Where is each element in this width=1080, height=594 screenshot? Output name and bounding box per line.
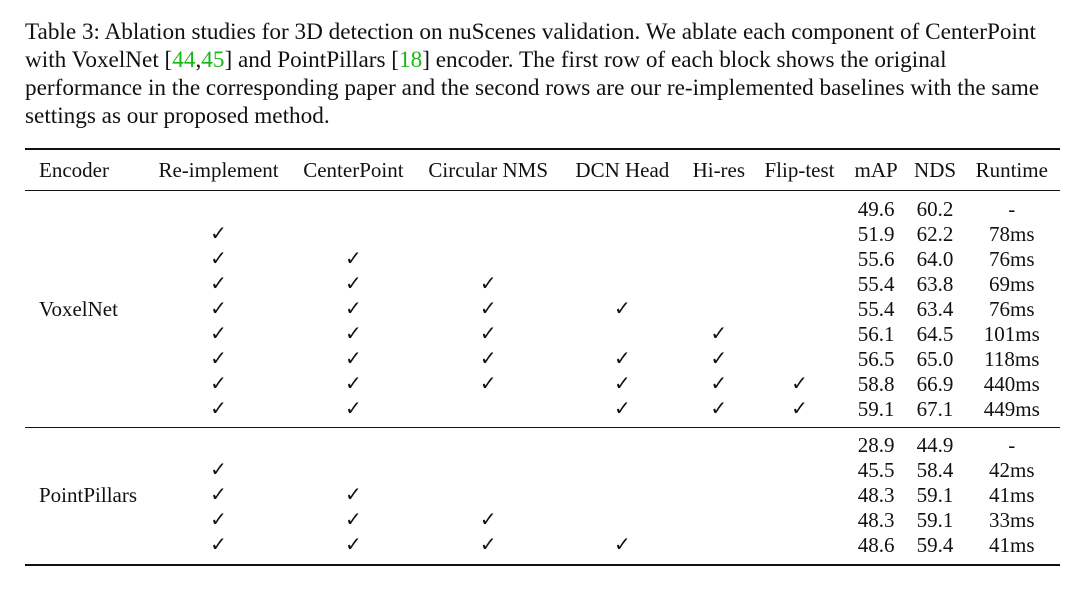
circular-nms-check-cell: ✓	[479, 273, 497, 295]
table-row	[25, 428, 1060, 459]
header-reimplement: Re-implement	[146, 149, 290, 191]
runtime-cell: 76ms	[989, 247, 1035, 271]
flip-test-check-cell	[753, 191, 845, 223]
header-circular-nms: Circular NMS	[416, 149, 560, 191]
flip-test-check-cell	[753, 297, 845, 322]
map-cell: 48.6	[846, 533, 907, 565]
encoder-cell	[25, 347, 146, 372]
hires-check-cell	[684, 428, 753, 459]
caption-text-suffix: ] encoder. The first row of each block shows the original performance in the corresponding paper and the second rows are our re-implemented baselines with the same settings as our proposed method.	[25, 47, 1040, 129]
flip-test-check-cell	[753, 533, 845, 565]
runtime-cell: 449ms	[983, 397, 1040, 421]
dcn-head-check-cell	[560, 247, 684, 272]
flip-test-check-cell	[753, 483, 845, 508]
runtime-cell: 41ms	[964, 533, 1060, 565]
table-row	[25, 533, 1060, 565]
circular-nms-check-cell	[416, 483, 560, 508]
reimplement-check-cell: ✓	[210, 323, 227, 345]
hires-check-cell	[684, 247, 753, 272]
table-row	[25, 458, 1060, 483]
encoder-cell	[25, 458, 146, 483]
hires-check-cell	[684, 508, 753, 533]
table-header	[25, 149, 1060, 191]
header-dcn-head: DCN Head	[560, 149, 684, 191]
runtime-cell: 78ms	[989, 222, 1035, 246]
hires-check-cell	[684, 222, 753, 247]
nds-cell: 59.1	[916, 483, 954, 507]
encoder-cell	[25, 397, 146, 428]
header-flip-test: Flip-test	[753, 149, 845, 191]
header-centerpoint: CenterPoint	[291, 149, 416, 191]
ablation-table	[25, 148, 1060, 566]
dcn-head-check-cell	[560, 508, 684, 533]
centerpoint-check-cell: ✓	[345, 298, 362, 320]
circular-nms-check-cell	[416, 191, 560, 223]
table-row	[25, 397, 1060, 428]
reimplement-check-cell: ✓	[210, 398, 227, 420]
centerpoint-check-cell: ✓	[345, 348, 362, 370]
header-row	[25, 149, 1060, 191]
hires-check-cell	[684, 272, 753, 297]
nds-cell: 59.1	[916, 508, 954, 532]
reimplement-check-cell: ✓	[210, 459, 227, 481]
table-row	[25, 347, 1060, 372]
flip-test-check-cell	[753, 272, 845, 297]
circular-nms-check-cell: ✓	[416, 533, 560, 565]
circular-nms-check-cell	[416, 428, 560, 459]
dcn-head-check-cell	[560, 483, 684, 508]
encoder-cell	[25, 508, 146, 533]
nds-cell: 60.2	[916, 197, 954, 221]
reimplement-check-cell: ✓	[210, 273, 227, 295]
centerpoint-check-cell	[291, 458, 416, 483]
reimplement-check-cell: ✓	[210, 223, 227, 245]
reimplement-check-cell: ✓	[210, 373, 227, 395]
hires-check-cell	[684, 483, 753, 508]
table-caption	[25, 18, 1065, 130]
nds-cell: 63.4	[916, 297, 954, 321]
runtime-cell: 440ms	[983, 372, 1040, 396]
map-cell: 51.9	[857, 222, 895, 246]
map-cell: 59.1	[857, 397, 895, 421]
table-row	[25, 297, 1060, 322]
hires-check-cell	[684, 458, 753, 483]
header-hires: Hi-res	[684, 149, 753, 191]
caption-text-prefix: Table 3: Ablation studies for 3D detection on nuScenes validation. We ablate each component of CenterPoint with VoxelNet [	[25, 19, 1036, 73]
table-row	[25, 372, 1060, 397]
centerpoint-check-cell: ✓	[345, 484, 362, 506]
nds-cell: 62.2	[916, 222, 954, 246]
flip-test-check-cell	[753, 347, 845, 372]
hires-check-cell	[684, 191, 753, 223]
map-cell: 56.1	[857, 322, 895, 346]
dcn-head-check-cell	[560, 272, 684, 297]
table-row	[25, 222, 1060, 247]
centerpoint-check-cell: ✓	[345, 373, 362, 395]
flip-test-check-cell	[753, 508, 845, 533]
table-row	[25, 508, 1060, 533]
runtime-cell: 76ms	[989, 297, 1035, 321]
table-row	[25, 247, 1060, 272]
flip-test-check-cell	[753, 322, 845, 347]
circular-nms-check-cell: ✓	[479, 509, 497, 531]
nds-cell: 64.5	[916, 322, 954, 346]
map-cell: 56.5	[857, 347, 895, 371]
centerpoint-check-cell	[291, 428, 416, 459]
runtime-cell: 118ms	[984, 347, 1040, 371]
nds-cell: 64.0	[916, 247, 954, 271]
flip-test-check-cell	[753, 428, 845, 459]
encoder-cell	[25, 191, 146, 223]
map-cell: 55.4	[857, 297, 895, 321]
header-runtime: Runtime	[964, 149, 1060, 191]
hires-check-cell: ✓	[710, 323, 728, 345]
reimplement-check-cell	[146, 428, 290, 459]
hires-check-cell	[684, 297, 753, 322]
encoder-label: PointPillars	[39, 483, 138, 507]
reimplement-check-cell: ✓	[210, 248, 227, 270]
table-row	[25, 483, 1060, 508]
encoder-cell	[25, 222, 146, 247]
nds-cell: 44.9	[907, 428, 964, 459]
nds-cell: 66.9	[916, 372, 954, 396]
nds-cell: 59.4	[907, 533, 964, 565]
reimplement-check-cell: ✓	[210, 484, 227, 506]
circular-nms-check-cell	[416, 458, 560, 483]
dcn-head-check-cell	[560, 322, 684, 347]
flip-test-check-cell	[753, 247, 845, 272]
runtime-cell: 101ms	[983, 322, 1040, 346]
dcn-head-check-cell	[560, 222, 684, 247]
header-nds: NDS	[907, 149, 964, 191]
header-encoder: Encoder	[25, 149, 146, 191]
encoder-cell	[25, 428, 146, 459]
map-cell: 45.5	[857, 458, 895, 482]
map-cell: 55.6	[857, 247, 895, 271]
hires-check-cell: ✓	[710, 373, 728, 395]
encoder-cell	[25, 372, 146, 397]
circular-nms-check-cell: ✓	[479, 323, 497, 345]
hires-check-cell	[684, 533, 753, 565]
table-row	[25, 191, 1060, 223]
nds-cell: 65.0	[916, 347, 954, 371]
header-map: mAP	[846, 149, 907, 191]
reimplement-check-cell	[146, 191, 290, 223]
reimplement-check-cell: ✓	[146, 533, 290, 565]
centerpoint-check-cell: ✓	[345, 398, 362, 420]
runtime-cell: 33ms	[989, 508, 1035, 532]
table-row	[25, 272, 1060, 297]
circular-nms-check-cell: ✓	[479, 298, 497, 320]
hires-check-cell: ✓	[710, 398, 728, 420]
map-cell: 58.8	[857, 372, 895, 396]
dcn-head-check-cell	[560, 428, 684, 459]
map-cell: 55.4	[857, 272, 895, 296]
circular-nms-check-cell: ✓	[479, 373, 497, 395]
centerpoint-check-cell: ✓	[345, 273, 362, 295]
centerpoint-check-cell: ✓	[345, 323, 362, 345]
flip-test-check-cell: ✓	[791, 373, 808, 395]
hires-check-cell: ✓	[710, 348, 728, 370]
encoder-cell	[25, 272, 146, 297]
circular-nms-check-cell: ✓	[479, 348, 497, 370]
map-cell: 48.3	[857, 508, 895, 532]
voxelnet-block	[25, 191, 1060, 428]
citation-link-44[interactable]: 44	[172, 47, 196, 73]
dcn-head-check-cell: ✓	[613, 398, 631, 420]
circular-nms-check-cell	[416, 397, 560, 428]
centerpoint-check-cell	[291, 191, 416, 223]
dcn-head-check-cell: ✓	[613, 373, 631, 395]
encoder-cell	[25, 322, 146, 347]
runtime-cell: 42ms	[989, 458, 1035, 482]
runtime-cell: 41ms	[989, 483, 1035, 507]
runtime-cell: -	[964, 428, 1060, 459]
reimplement-check-cell: ✓	[210, 509, 227, 531]
runtime-cell: 69ms	[989, 272, 1035, 296]
reimplement-check-cell: ✓	[210, 298, 227, 320]
encoder-label: VoxelNet	[39, 297, 118, 321]
nds-cell: 63.8	[916, 272, 954, 296]
dcn-head-check-cell: ✓	[613, 298, 631, 320]
circular-nms-check-cell	[416, 222, 560, 247]
dcn-head-check-cell	[560, 458, 684, 483]
centerpoint-check-cell: ✓	[345, 509, 362, 531]
flip-test-check-cell	[753, 458, 845, 483]
citation-separator: ,	[195, 47, 202, 73]
reimplement-check-cell: ✓	[210, 348, 227, 370]
caption-text-middle: ] and PointPillars [	[224, 47, 399, 73]
flip-test-check-cell: ✓	[791, 398, 808, 420]
table-row	[25, 322, 1060, 347]
centerpoint-check-cell: ✓	[291, 533, 416, 565]
centerpoint-check-cell: ✓	[345, 248, 362, 270]
citation-link-18[interactable]: 18	[399, 47, 423, 73]
runtime-cell: -	[1008, 197, 1016, 221]
encoder-cell	[25, 247, 146, 272]
map-cell: 28.9	[846, 428, 907, 459]
nds-cell: 58.4	[916, 458, 954, 482]
flip-test-check-cell	[753, 222, 845, 247]
circular-nms-check-cell	[416, 247, 560, 272]
map-cell: 49.6	[857, 197, 895, 221]
nds-cell: 67.1	[916, 397, 954, 421]
centerpoint-check-cell	[291, 222, 416, 247]
encoder-cell	[25, 533, 146, 565]
pointpillars-block	[25, 428, 1060, 566]
dcn-head-check-cell: ✓	[560, 533, 684, 565]
dcn-head-check-cell	[560, 191, 684, 223]
map-cell: 48.3	[857, 483, 895, 507]
citation-link-45[interactable]: 45	[201, 47, 225, 73]
dcn-head-check-cell: ✓	[613, 348, 631, 370]
